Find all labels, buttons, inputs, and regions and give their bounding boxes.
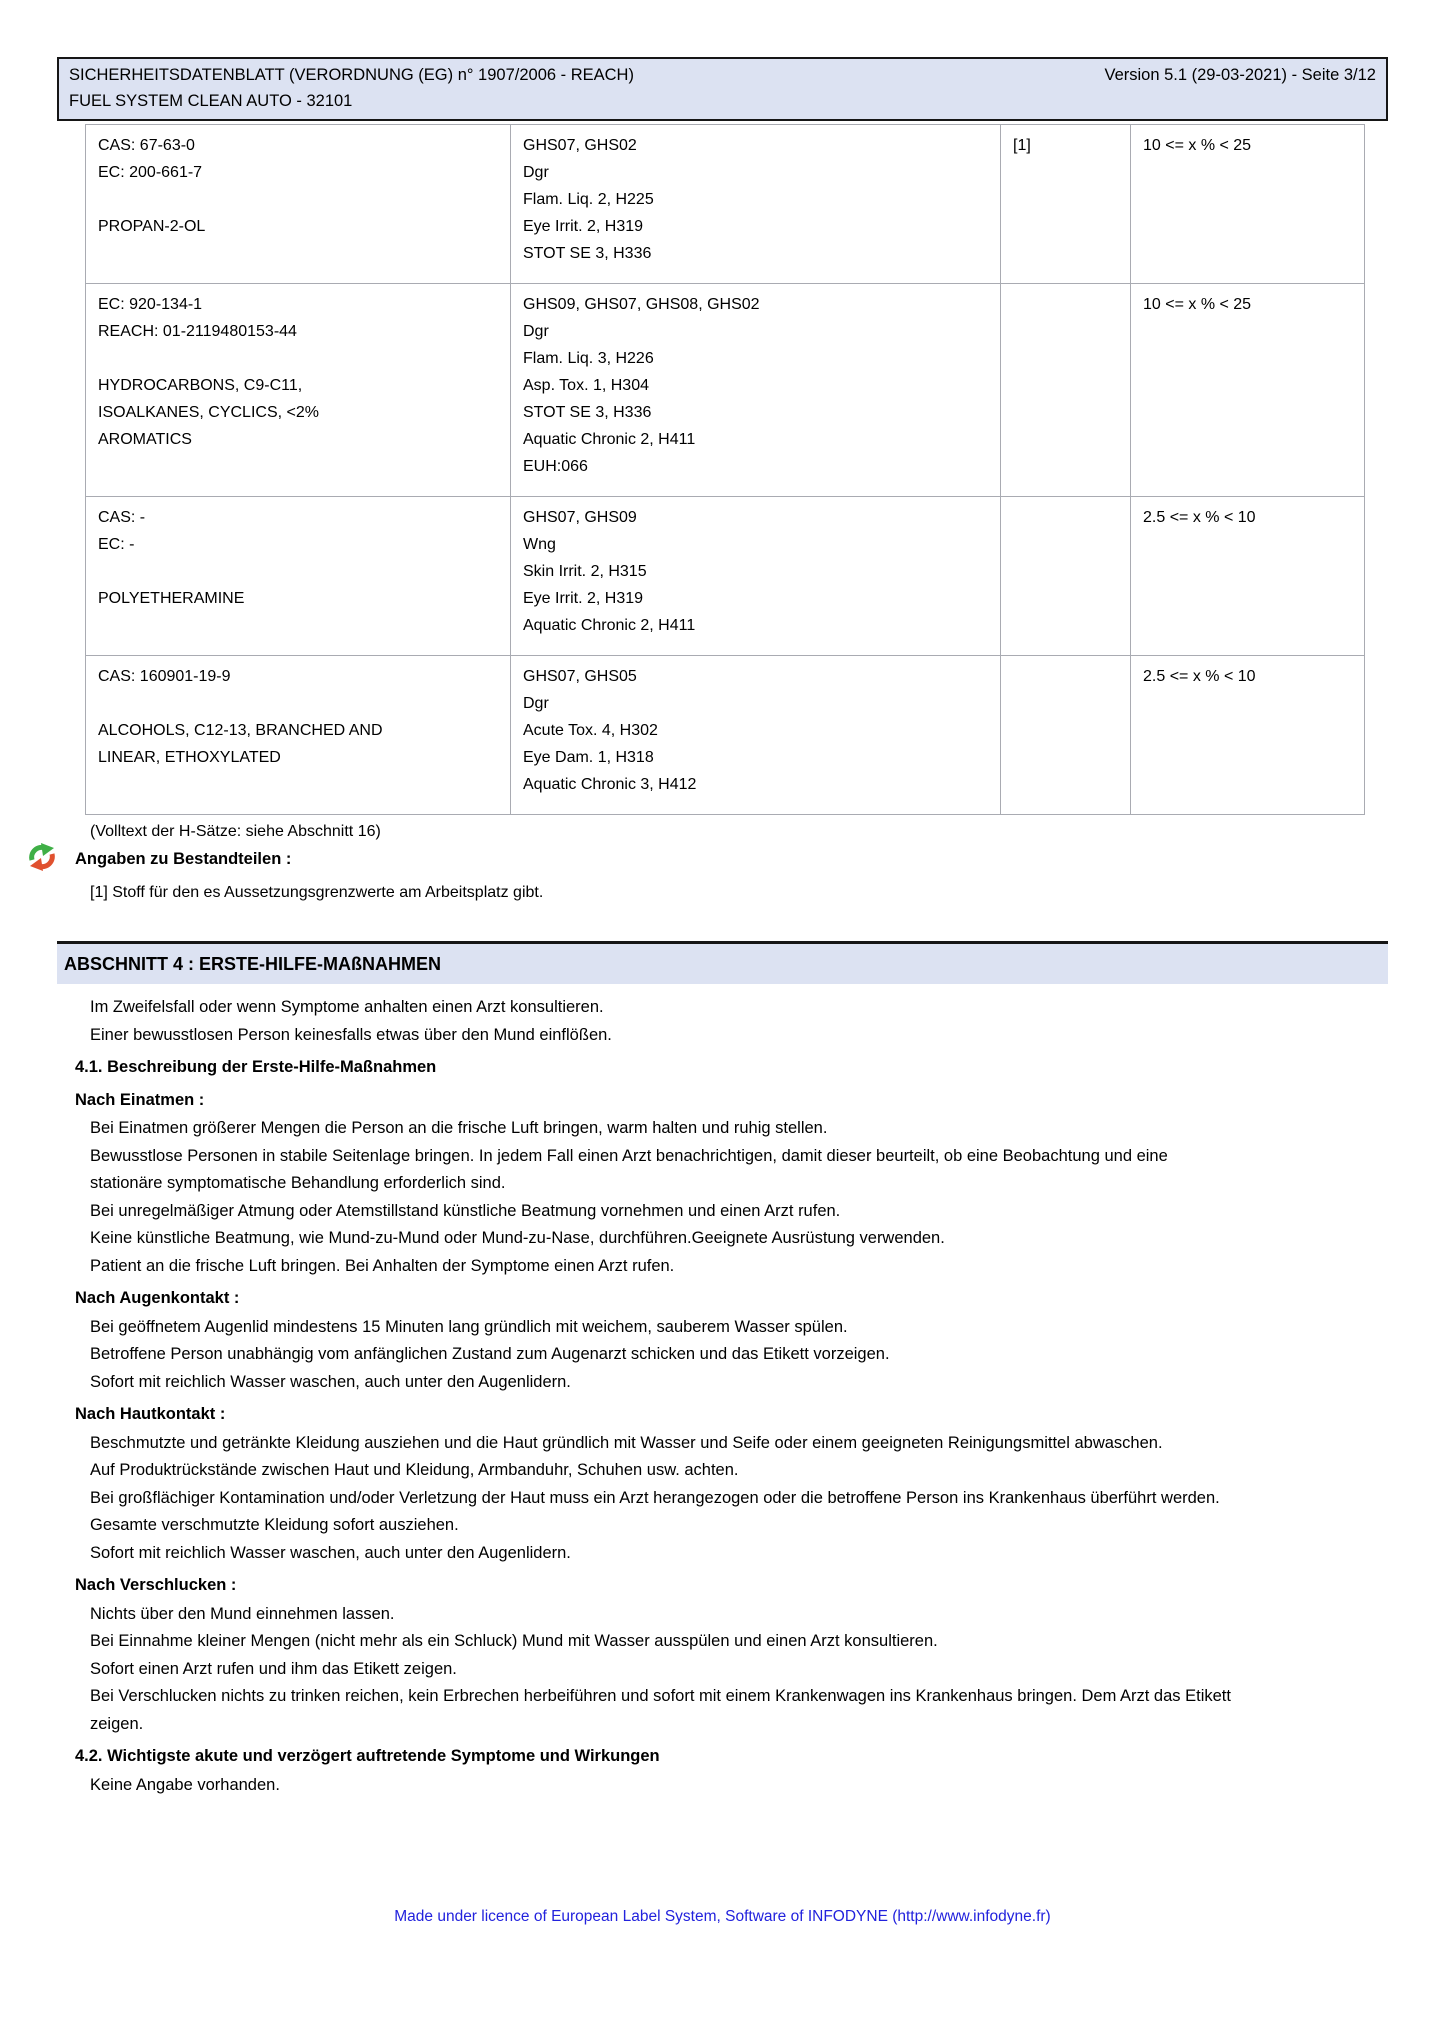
paragraph: Bei großflächiger Kontamination und/oder Verletzung der Haut muss ein Arzt herangezogen oder die betroffene Person ins Krankenhaus überführt werden. <box>90 1488 1220 1507</box>
cell-line: POLYETHERAMINE <box>98 590 245 607</box>
subheading: Nach Hautkontakt : <box>75 1405 226 1423</box>
paragraph: Sofort mit reichlich Wasser waschen, auch unter den Augenlidern. <box>90 1372 571 1391</box>
cell-line: [1] <box>1013 137 1031 154</box>
cell-line: AROMATICS <box>98 431 192 448</box>
document-header <box>57 57 1388 121</box>
table-row <box>86 656 1365 815</box>
paragraph: Bei geöffnetem Augenlid mindestens 15 Minuten lang gründlich mit weichem, sauberem Wasser spülen. <box>90 1317 848 1336</box>
cell-line: EC: 200-661-7 <box>98 164 203 181</box>
cell-line: Asp. Tox. 1, H304 <box>523 377 649 394</box>
table-row <box>86 497 1365 656</box>
cell-identity <box>86 284 511 497</box>
cell-line: HYDROCARBONS, C9-C11, <box>98 377 303 394</box>
paragraph: Bewusstlose Personen in stabile Seitenlage bringen. In jedem Fall einen Arzt benachrichtigen, damit dieser beurteilt, ob eine Beobachtung und eine stationäre symptomatische Behandlung erforderlich sind. <box>90 1146 1168 1192</box>
ingredients-heading: Angaben zu Bestandteilen : <box>75 850 292 868</box>
paragraph: Beschmutzte und getränkte Kleidung ausziehen und die Haut gründlich mit Wasser und Seife oder einem geeigneten Reinigungsmittel abwaschen. <box>90 1433 1163 1452</box>
cell-line: REACH: 01-2119480153-44 <box>98 323 297 340</box>
cell-line: EC: 920-134-1 <box>98 296 203 313</box>
cell-line: Wng <box>523 536 556 553</box>
cell-line: CAS: 67-63-0 <box>98 137 195 154</box>
section4-content <box>0 994 1445 1799</box>
paragraph: Einer bewusstlosen Person keinesfalls etwas über den Mund einflößen. <box>90 1025 612 1044</box>
document-title: SICHERHEITSDATENBLATT (VERORDNUNG (EG) n° 1907/2006 - REACH) <box>69 66 634 84</box>
cell-line: 2.5 <= x % < 10 <box>1143 668 1256 685</box>
cell-concentration <box>1131 656 1365 815</box>
sync-arrows-icon <box>25 839 59 875</box>
cell-line: 10 <= x % < 25 <box>1143 137 1252 154</box>
cell-classification <box>511 497 1001 656</box>
section4-heading: ABSCHNITT 4 : ERSTE-HILFE-MAßNAHMEN <box>57 944 1388 984</box>
cell-line: 2.5 <= x % < 10 <box>1143 509 1256 526</box>
cell-line: GHS07, GHS02 <box>523 137 637 154</box>
version-page-info: Version 5.1 (29-03-2021) - Seite 3/12 <box>1104 66 1376 84</box>
h-phrases-fulltext-note: (Volltext der H-Sätze: siehe Abschnitt 16) <box>90 823 381 840</box>
cell-line: PROPAN-2-OL <box>98 218 206 235</box>
paragraph: Sofort einen Arzt rufen und ihm das Etikett zeigen. <box>90 1659 457 1678</box>
paragraph: Bei Einatmen größerer Mengen die Person an die frische Luft bringen, warm halten und ruhig stellen. <box>90 1119 828 1137</box>
subheading: 4.2. Wichtigste akute und verzögert auftretende Symptome und Wirkungen <box>75 1747 660 1765</box>
cell-line: CAS: 160901-19-9 <box>98 668 231 685</box>
cell-line <box>98 558 498 585</box>
cell-classification <box>511 125 1001 284</box>
cell-line: GHS09, GHS07, GHS08, GHS02 <box>523 296 760 313</box>
table-row <box>86 284 1365 497</box>
cell-line: Dgr <box>523 164 549 181</box>
cell-line: Acute Tox. 4, H302 <box>523 722 658 739</box>
cell-note <box>1001 497 1131 656</box>
subheading: Nach Verschlucken : <box>75 1576 237 1594</box>
cell-line: GHS07, GHS05 <box>523 668 637 685</box>
paragraph: Bei Einnahme kleiner Mengen (nicht mehr als ein Schluck) Mund mit Wasser ausspülen und einen Arzt konsultieren. <box>90 1632 938 1650</box>
paragraph: Keine künstliche Beatmung, wie Mund-zu-Mund oder Mund-zu-Nase, durchführen.Geeignete Ausrüstung verwenden. <box>90 1229 945 1247</box>
paragraph: Nichts über den Mund einnehmen lassen. <box>90 1604 395 1623</box>
footer-licence-link[interactable]: Made under licence of European Label System, Software of INFODYNE (http://www.infodyne.fr) <box>394 1908 1051 1925</box>
cell-concentration <box>1131 284 1365 497</box>
cell-line <box>1013 663 1118 690</box>
cell-line: Eye Irrit. 2, H319 <box>523 218 644 235</box>
paragraph: Gesamte verschmutzte Kleidung sofort ausziehen. <box>90 1516 459 1534</box>
cell-line: CAS: - <box>98 509 146 526</box>
subheading: Nach Einatmen : <box>75 1090 205 1109</box>
header-line-1 <box>69 62 1376 88</box>
cell-concentration <box>1131 125 1365 284</box>
table-row <box>86 125 1365 284</box>
cell-line: Flam. Liq. 3, H226 <box>523 350 654 367</box>
cell-line: Flam. Liq. 2, H225 <box>523 191 654 208</box>
components-table <box>85 124 1365 815</box>
cell-classification <box>511 656 1001 815</box>
cell-line: Aquatic Chronic 3, H412 <box>523 776 697 793</box>
cell-line: ALCOHOLS, C12-13, BRANCHED AND <box>98 722 383 739</box>
cell-line: STOT SE 3, H336 <box>523 245 652 262</box>
cell-line: GHS07, GHS09 <box>523 509 637 526</box>
cell-line: LINEAR, ETHOXYLATED <box>98 749 281 766</box>
cell-identity <box>86 656 511 815</box>
cell-line: Dgr <box>523 323 549 340</box>
subheading: 4.1. Beschreibung der Erste-Hilfe-Maßnahmen <box>75 1058 437 1076</box>
paragraph: Im Zweifelsfall oder wenn Symptome anhalten einen Arzt konsultieren. <box>90 998 604 1016</box>
cell-line: Aquatic Chronic 2, H411 <box>523 617 696 634</box>
cell-line: STOT SE 3, H336 <box>523 404 652 421</box>
cell-line: Eye Dam. 1, H318 <box>523 749 654 766</box>
paragraph: Bei unregelmäßiger Atmung oder Atemstillstand künstliche Beatmung vornehmen und einen Arzt rufen. <box>90 1201 841 1220</box>
cell-line <box>1013 291 1118 318</box>
components-table-body <box>86 125 1365 815</box>
paragraph: Betroffene Person unabhängig vom anfänglichen Zustand zum Augenarzt schicken und das Etikett vorzeigen. <box>90 1345 890 1363</box>
cell-line <box>98 690 498 717</box>
paragraph: Keine Angabe vorhanden. <box>90 1775 280 1794</box>
cell-line: EC: - <box>98 536 135 553</box>
cell-note <box>1001 125 1131 284</box>
cell-line: Skin Irrit. 2, H315 <box>523 563 647 580</box>
cell-line <box>98 345 498 372</box>
cell-line: 10 <= x % < 25 <box>1143 296 1252 313</box>
paragraph: Sofort mit reichlich Wasser waschen, auch unter den Augenlidern. <box>90 1543 571 1562</box>
subheading: Nach Augenkontakt : <box>75 1289 240 1307</box>
cell-note <box>1001 656 1131 815</box>
cell-line <box>1013 504 1118 531</box>
paragraph: Patient an die frische Luft bringen. Bei Anhalten der Symptome einen Arzt rufen. <box>90 1256 675 1275</box>
cell-note <box>1001 284 1131 497</box>
cell-line <box>98 186 498 213</box>
cell-concentration <box>1131 497 1365 656</box>
cell-line: Dgr <box>523 695 549 712</box>
cell-classification <box>511 284 1001 497</box>
cell-line: Aquatic Chronic 2, H411 <box>523 431 696 448</box>
paragraph: Bei Verschlucken nichts zu trinken reichen, kein Erbrechen herbeiführen und sofort mit einem Krankenwagen ins Krankenhaus bringen. Dem Arzt das Etikett zeigen. <box>90 1687 1231 1733</box>
ingredients-note: [1] Stoff für den es Aussetzungsgrenzwerte am Arbeitsplatz gibt. <box>90 884 544 901</box>
cell-identity <box>86 125 511 284</box>
cell-identity <box>86 497 511 656</box>
product-name: FUEL SYSTEM CLEAN AUTO - 32101 <box>69 92 353 110</box>
cell-line: ISOALKANES, CYCLICS, <2% <box>98 404 319 421</box>
paragraph: Auf Produktrückstände zwischen Haut und Kleidung, Armbanduhr, Schuhen usw. achten. <box>90 1461 739 1479</box>
cell-line: EUH:066 <box>523 458 588 475</box>
cell-line: Eye Irrit. 2, H319 <box>523 590 644 607</box>
